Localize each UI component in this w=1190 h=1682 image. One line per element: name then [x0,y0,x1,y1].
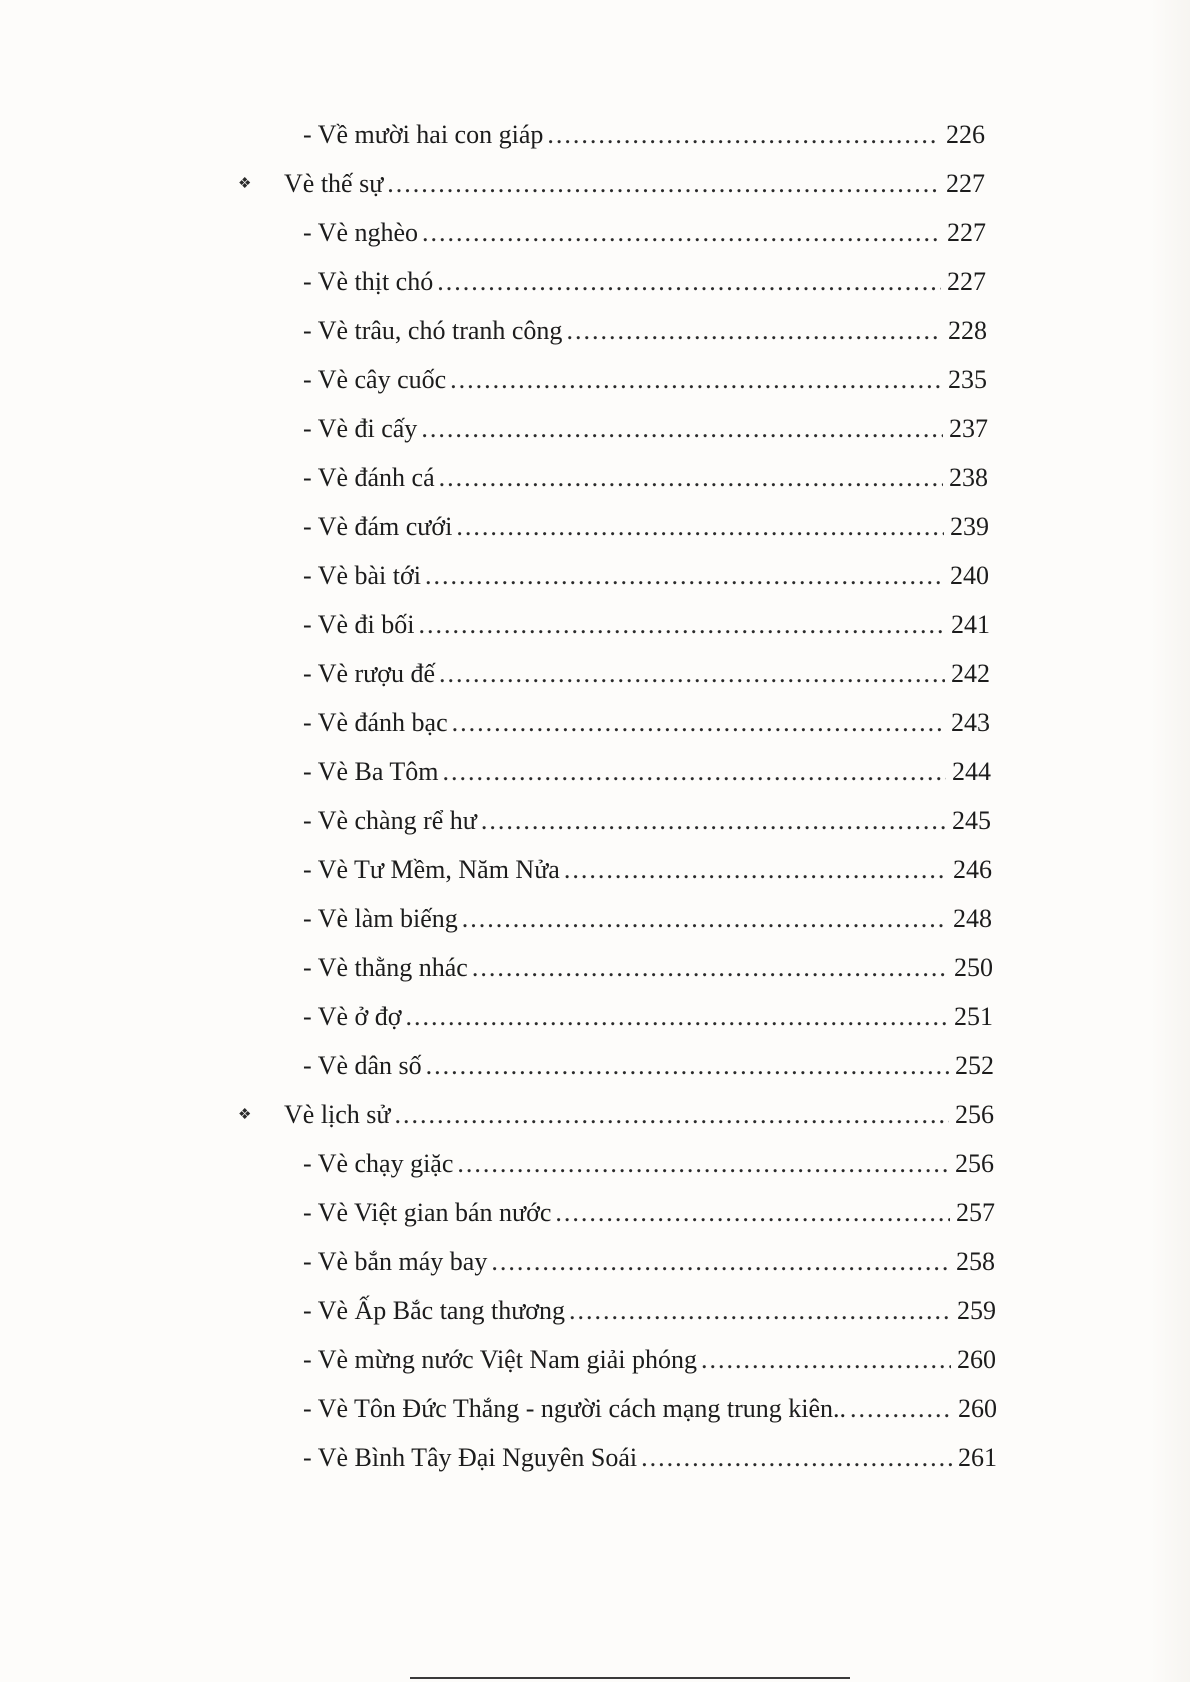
dot-leader [452,706,945,740]
diamond-bullet-icon: ❖ [238,176,252,192]
toc-entry-title: - Vè bài tới [303,561,421,590]
toc-entry-title: - Vè Ba Tôm [303,757,439,786]
toc-entry [303,1000,993,1034]
toc-entry [303,314,987,348]
toc-entry-title: - Vè mừng nước Việt Nam giải phóng [303,1345,697,1374]
toc-entry [303,216,986,250]
toc-entry-title: - Vè đánh bạc [303,708,448,737]
toc-entry-page: 245 [952,806,991,835]
toc-entry [303,510,989,544]
toc-entry-title: - Vè Việt gian bán nước [303,1198,552,1227]
toc-entry-page: 228 [948,316,987,345]
toc-entry-page: 227 [947,218,986,247]
dot-leader [418,608,945,642]
toc-entry-title: - Vè Ấp Bắc tang thương [303,1296,566,1325]
toc-entry [303,902,992,936]
toc-entry-page: 260 [957,1345,996,1374]
toc-entry [303,853,992,887]
toc-entry-title: - Vè Tư Mềm, Năm Nửa [303,855,560,884]
toc-entry [303,608,990,642]
dot-leader [421,412,943,446]
toc-entry-page: 261 [958,1443,997,1472]
dot-leader [437,265,941,299]
toc-entry-title: - Vè làm biếng [303,904,458,933]
toc-entry-page: 258 [956,1247,995,1276]
dot-leader [701,1343,951,1377]
toc-entry [303,1294,996,1328]
toc-section-heading [238,167,985,201]
dot-leader [456,510,944,544]
dot-leader [387,167,940,201]
toc-entry-title: - Vè bắn máy bay [303,1247,488,1276]
dot-leader [439,461,943,495]
dot-leader [439,657,945,691]
toc-entry-page: 246 [953,855,992,884]
toc-entry-page: 257 [956,1198,995,1227]
toc-entry-title: - Vè ở đợ [303,1002,402,1031]
toc-entry [303,1245,995,1279]
dot-leader [641,1441,952,1475]
toc-entry-page: 252 [955,1051,994,1080]
toc-entry [303,1196,995,1230]
toc-entry [303,461,988,495]
dot-leader [406,1000,948,1034]
toc-entry [303,706,990,740]
toc-entry [303,265,986,299]
toc-entry-title: - Vè đám cưới [303,512,453,541]
toc-entry-page: 237 [949,414,988,443]
toc-entry-page: 240 [950,561,989,590]
dot-leader [422,216,941,250]
toc-entry-title: - Vè cây cuốc [303,365,447,394]
dot-leader [555,1196,950,1230]
toc-entry-title: - Vè rượu đế [303,659,436,688]
toc-entry [303,755,991,789]
toc-entry-page: 235 [948,365,987,394]
dot-leader [472,951,948,985]
footer-rule [410,1677,850,1679]
toc-entry-page: 244 [952,757,991,786]
toc-entry-title: - Vè chạy giặc [303,1149,454,1178]
dot-leader [450,363,942,397]
toc-entry-page: 250 [954,953,993,982]
toc-entry-page: 238 [949,463,988,492]
diamond-bullet-icon: ❖ [238,1107,252,1123]
toc-entry-title: - Vè dân số [303,1051,422,1080]
toc-entry-title: - Vè nghèo [303,218,419,247]
toc-entry [303,951,993,985]
toc-entry-page: 242 [951,659,990,688]
toc-entry-title: - Vè đánh cá [303,463,435,492]
toc-entry-title: - Vè trâu, chó tranh công [303,316,563,345]
toc-section-page: 227 [946,169,985,198]
dot-leader [462,902,947,936]
toc-entry [303,804,991,838]
toc-section-page: 256 [955,1100,994,1129]
toc-entry-page: 226 [946,120,985,149]
toc-entry [303,1441,997,1475]
toc-entry [303,559,989,593]
toc-entry [303,1049,994,1083]
toc-entry [303,363,987,397]
toc-section-title: Vè lịch sử [284,1100,391,1129]
toc-entry [303,412,988,446]
toc-section-heading [238,1098,994,1132]
toc-entry-page: 243 [951,708,990,737]
dot-leader [481,804,946,838]
dot-leader [569,1294,951,1328]
dot-leader [566,314,942,348]
dot-leader [395,1098,949,1132]
toc-entry [303,1147,994,1181]
toc-entry-title: - Vè thằng nhác [303,953,468,982]
dot-leader [425,559,944,593]
toc-entry-page: 260 [958,1394,997,1423]
dot-leader [491,1245,950,1279]
toc-entry-title: - Vè Bình Tây Đại Nguyên Soái [303,1443,638,1472]
dot-leader [426,1049,949,1083]
toc-entry [303,1392,997,1426]
toc-entry-title: - Vè đi cấy [303,414,418,443]
toc-entry-title: - Vè thịt chó [303,267,434,296]
toc-entry-page: 259 [957,1296,996,1325]
toc-entry [303,118,985,152]
dot-leader [457,1147,949,1181]
dot-leader [564,853,947,887]
toc-entry-title: - Về mười hai con giáp [303,120,544,149]
toc-entry-page: 248 [953,904,992,933]
dot-leader [850,1392,952,1426]
toc-entry-title: - Vè đi bối [303,610,415,639]
dot-leader [443,755,946,789]
toc-entry-page: 251 [954,1002,993,1031]
dot-leader [547,118,940,152]
toc-section-title: Vè thế sự [284,169,384,198]
toc-entry-page: 227 [947,267,986,296]
toc-entry-title: - Vè Tôn Đức Thắng - người cách mạng trung kiên.. [303,1394,847,1423]
toc-entry-page: 239 [950,512,989,541]
toc-entry-page: 256 [955,1149,994,1178]
toc-entry [303,1343,996,1377]
toc-entry [303,657,990,691]
toc-entry-page: 241 [951,610,990,639]
toc-entry-title: - Vè chàng rể hư [303,806,477,835]
